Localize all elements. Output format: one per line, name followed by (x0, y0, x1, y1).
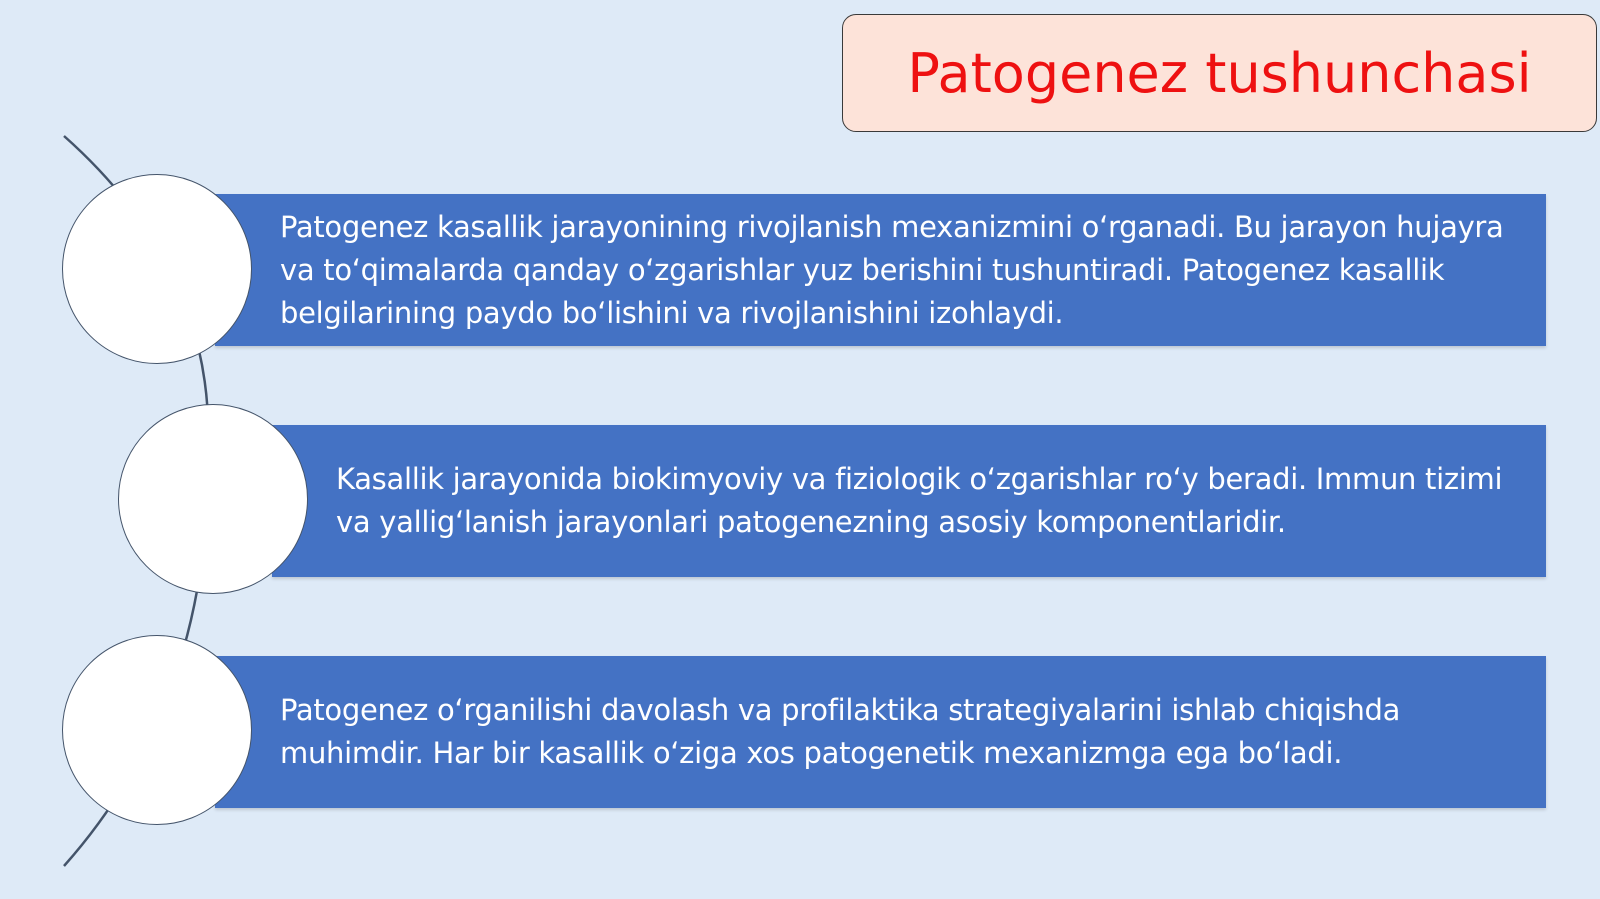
list-item-circle (62, 174, 252, 364)
title-box (842, 14, 1597, 132)
list-item-text: Patogenez o‘rganilishi davolash va profilaktika strategiyalarini ishlab chiqishda muhimdir. Har bir kasallik o‘ziga xos patogenetik mexanizmga ega bo‘ladi. (280, 693, 1401, 770)
list-item-text: Kasallik jarayonida biokimyoviy va fiziologik o‘zgarishlar ro‘y beradi. Immun tizimi va yallig‘lanish jarayonlari patogenezning asosiy komponentlaridir. (336, 462, 1503, 539)
slide-title: Patogenez tushunchasi (907, 41, 1532, 105)
list-item-circle (118, 404, 308, 594)
list-item (272, 425, 1546, 577)
list-item (215, 194, 1546, 346)
list-item-circle (62, 635, 252, 825)
list-item (215, 656, 1546, 808)
list-item-text: Patogenez kasallik jarayonining rivojlanish mexanizmini o‘rganadi. Bu jarayon hujayra va to‘qimalarda qanday o‘zgarishlar yuz berishini tushuntiradi. Patogenez kasallik belgilarining paydo bo‘lishini va rivojlanishini izohlaydi. (280, 209, 1504, 330)
